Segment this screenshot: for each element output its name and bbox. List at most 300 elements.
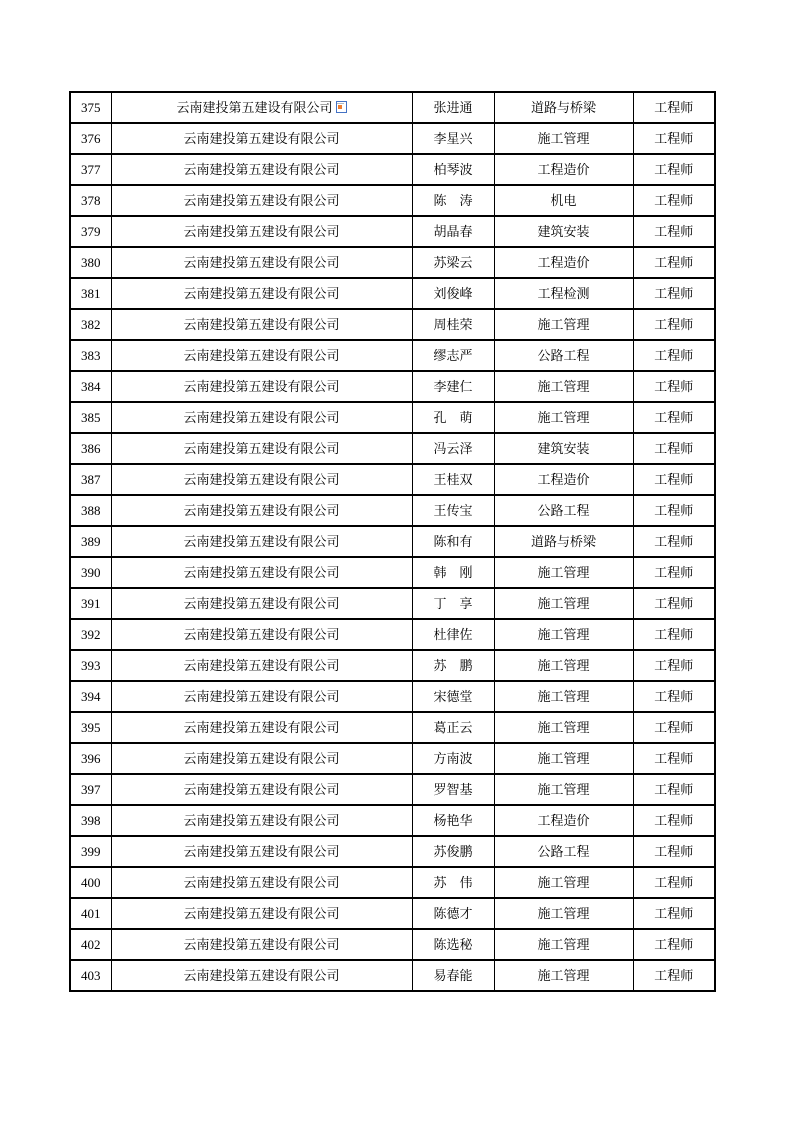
cell-specialty	[494, 309, 633, 340]
cell-no	[70, 464, 111, 495]
cell-company	[111, 557, 412, 588]
title-text: 工程师	[654, 875, 694, 890]
cell-title	[633, 526, 715, 557]
cell-title	[633, 402, 715, 433]
name-text: 孔 萌	[433, 410, 473, 425]
specialty-text: 公路工程	[537, 348, 590, 363]
name-text: 葛正云	[433, 720, 473, 735]
cell-name	[412, 836, 494, 867]
cell-name	[412, 464, 494, 495]
cell-title	[633, 185, 715, 216]
cell-name	[412, 340, 494, 371]
company-text: 云南建投第五建设有限公司	[183, 503, 340, 518]
cell-company	[111, 588, 412, 619]
table-row	[70, 216, 715, 247]
table-row	[70, 681, 715, 712]
cell-specialty	[494, 185, 633, 216]
name-text: 陈和有	[433, 534, 473, 549]
company-text: 云南建投第五建设有限公司	[183, 193, 340, 208]
title-text: 工程师	[654, 379, 694, 394]
cell-specialty	[494, 340, 633, 371]
cell-specialty	[494, 867, 633, 898]
company-text: 云南建投第五建设有限公司	[183, 751, 340, 766]
cell-specialty	[494, 92, 633, 123]
no-text: 387	[81, 472, 101, 487]
cell-no	[70, 154, 111, 185]
cell-no	[70, 805, 111, 836]
cell-company	[111, 495, 412, 526]
table-row	[70, 867, 715, 898]
name-text: 胡晶春	[433, 224, 473, 239]
specialty-text: 施工管理	[537, 720, 590, 735]
table-row	[70, 340, 715, 371]
title-text: 工程师	[654, 255, 694, 270]
no-text: 379	[81, 224, 101, 239]
title-text: 工程师	[654, 844, 694, 859]
cell-title	[633, 278, 715, 309]
no-text: 382	[81, 317, 101, 332]
cell-no	[70, 309, 111, 340]
name-text: 陈 涛	[433, 193, 473, 208]
company-text: 云南建投第五建设有限公司	[183, 627, 340, 642]
table-row	[70, 433, 715, 464]
company-text: 云南建投第五建设有限公司	[183, 596, 340, 611]
cell-no	[70, 278, 111, 309]
cell-title	[633, 588, 715, 619]
company-text: 云南建投第五建设有限公司	[183, 937, 340, 952]
company-text: 云南建投第五建设有限公司	[183, 782, 340, 797]
cell-company	[111, 309, 412, 340]
company-text: 云南建投第五建设有限公司	[183, 968, 340, 983]
cell-company	[111, 526, 412, 557]
company-text: 云南建投第五建设有限公司	[183, 720, 340, 735]
cell-specialty	[494, 929, 633, 960]
table-row	[70, 774, 715, 805]
name-text: 丁 享	[433, 596, 473, 611]
name-text: 王传宝	[433, 503, 473, 518]
title-text: 工程师	[654, 193, 694, 208]
name-text: 冯云泽	[433, 441, 473, 456]
cell-company	[111, 681, 412, 712]
table-row	[70, 247, 715, 278]
cell-specialty	[494, 805, 633, 836]
title-text: 工程师	[654, 441, 694, 456]
cell-title	[633, 495, 715, 526]
cell-company	[111, 743, 412, 774]
name-text: 杨艳华	[433, 813, 473, 828]
cell-no	[70, 371, 111, 402]
title-text: 工程师	[654, 565, 694, 580]
title-text: 工程师	[654, 968, 694, 983]
cell-company	[111, 464, 412, 495]
cell-name	[412, 619, 494, 650]
cell-title	[633, 123, 715, 154]
title-text: 工程师	[654, 937, 694, 952]
company-text: 云南建投第五建设有限公司	[183, 162, 340, 177]
cell-name	[412, 309, 494, 340]
name-text: 张进通	[433, 100, 473, 115]
title-text: 工程师	[654, 503, 694, 518]
name-text: 刘俊峰	[433, 286, 473, 301]
cell-company	[111, 371, 412, 402]
no-text: 403	[81, 968, 101, 983]
specialty-text: 施工管理	[537, 782, 590, 797]
title-text: 工程师	[654, 348, 694, 363]
cell-no	[70, 92, 111, 123]
specialty-text: 施工管理	[537, 689, 590, 704]
table-row	[70, 650, 715, 681]
no-text: 397	[81, 782, 101, 797]
cell-title	[633, 650, 715, 681]
cell-no	[70, 650, 111, 681]
no-text: 381	[81, 286, 101, 301]
no-text: 398	[81, 813, 101, 828]
cell-title	[633, 557, 715, 588]
cell-no	[70, 247, 111, 278]
no-text: 395	[81, 720, 101, 735]
specialty-text: 工程造价	[537, 255, 590, 270]
title-text: 工程师	[654, 751, 694, 766]
table-row	[70, 185, 715, 216]
specialty-text: 施工管理	[537, 658, 590, 673]
table-row	[70, 805, 715, 836]
no-text: 396	[81, 751, 101, 766]
cell-specialty	[494, 619, 633, 650]
no-text: 392	[81, 627, 101, 642]
cell-no	[70, 681, 111, 712]
cell-name	[412, 526, 494, 557]
name-text: 王桂双	[433, 472, 473, 487]
cell-name	[412, 898, 494, 929]
company-text: 云南建投第五建设有限公司	[176, 100, 333, 115]
cell-company	[111, 92, 412, 123]
cell-name	[412, 495, 494, 526]
company-text: 云南建投第五建设有限公司	[183, 317, 340, 332]
specialty-text: 建筑安装	[537, 441, 590, 456]
specialty-text: 施工管理	[537, 968, 590, 983]
roster-table-body	[70, 92, 715, 991]
cell-specialty	[494, 278, 633, 309]
no-text: 375	[81, 100, 101, 115]
cell-specialty	[494, 216, 633, 247]
title-text: 工程师	[654, 782, 694, 797]
table-row	[70, 898, 715, 929]
no-text: 401	[81, 906, 101, 921]
cell-specialty	[494, 898, 633, 929]
no-text: 389	[81, 534, 101, 549]
cell-name	[412, 867, 494, 898]
cell-no	[70, 185, 111, 216]
specialty-text: 施工管理	[537, 751, 590, 766]
cell-name	[412, 278, 494, 309]
cell-company	[111, 433, 412, 464]
cell-specialty	[494, 681, 633, 712]
cell-name	[412, 433, 494, 464]
specialty-text: 公路工程	[537, 503, 590, 518]
title-text: 工程师	[654, 906, 694, 921]
no-text: 383	[81, 348, 101, 363]
cell-name	[412, 681, 494, 712]
cell-title	[633, 774, 715, 805]
company-text: 云南建投第五建设有限公司	[183, 348, 340, 363]
title-text: 工程师	[654, 534, 694, 549]
cell-company	[111, 774, 412, 805]
cell-company	[111, 216, 412, 247]
cell-specialty	[494, 960, 633, 991]
cell-specialty	[494, 526, 633, 557]
name-text: 李建仁	[433, 379, 473, 394]
table-row	[70, 495, 715, 526]
cell-title	[633, 960, 715, 991]
cell-title	[633, 340, 715, 371]
no-text: 402	[81, 937, 101, 952]
name-text: 苏俊鹏	[433, 844, 473, 859]
specialty-text: 施工管理	[537, 317, 590, 332]
specialty-text: 施工管理	[537, 410, 590, 425]
cell-name	[412, 185, 494, 216]
title-text: 工程师	[654, 100, 694, 115]
title-text: 工程师	[654, 224, 694, 239]
table-row	[70, 123, 715, 154]
cell-company	[111, 278, 412, 309]
specialty-text: 道路与桥梁	[530, 100, 596, 115]
cell-no	[70, 712, 111, 743]
cell-title	[633, 464, 715, 495]
no-text: 399	[81, 844, 101, 859]
specialty-text: 公路工程	[537, 844, 590, 859]
cell-specialty	[494, 123, 633, 154]
table-row	[70, 557, 715, 588]
title-text: 工程师	[654, 720, 694, 735]
cell-title	[633, 898, 715, 929]
cell-specialty	[494, 402, 633, 433]
cell-name	[412, 588, 494, 619]
cell-specialty	[494, 712, 633, 743]
cell-title	[633, 681, 715, 712]
title-text: 工程师	[654, 813, 694, 828]
title-text: 工程师	[654, 286, 694, 301]
company-text: 云南建投第五建设有限公司	[183, 906, 340, 921]
specialty-text: 工程造价	[537, 162, 590, 177]
title-text: 工程师	[654, 131, 694, 146]
specialty-text: 工程造价	[537, 813, 590, 828]
cell-specialty	[494, 154, 633, 185]
no-text: 390	[81, 565, 101, 580]
no-text: 386	[81, 441, 101, 456]
company-text: 云南建投第五建设有限公司	[183, 658, 340, 673]
cell-specialty	[494, 247, 633, 278]
table-row	[70, 464, 715, 495]
table-row	[70, 309, 715, 340]
no-text: 380	[81, 255, 101, 270]
cell-no	[70, 898, 111, 929]
table-row	[70, 371, 715, 402]
name-text: 陈德才	[433, 906, 473, 921]
title-text: 工程师	[654, 472, 694, 487]
cell-no	[70, 216, 111, 247]
cell-title	[633, 619, 715, 650]
cell-name	[412, 92, 494, 123]
specialty-text: 施工管理	[537, 379, 590, 394]
no-text: 388	[81, 503, 101, 518]
cell-no	[70, 619, 111, 650]
company-text: 云南建投第五建设有限公司	[183, 472, 340, 487]
cell-company	[111, 123, 412, 154]
cell-name	[412, 712, 494, 743]
cell-company	[111, 154, 412, 185]
cell-specialty	[494, 464, 633, 495]
table-row	[70, 402, 715, 433]
cell-no	[70, 557, 111, 588]
cell-company	[111, 929, 412, 960]
company-text: 云南建投第五建设有限公司	[183, 379, 340, 394]
name-text: 苏梁云	[433, 255, 473, 270]
no-text: 394	[81, 689, 101, 704]
table-row	[70, 619, 715, 650]
title-text: 工程师	[654, 627, 694, 642]
specialty-text: 施工管理	[537, 131, 590, 146]
cell-name	[412, 960, 494, 991]
table-row	[70, 712, 715, 743]
cell-company	[111, 650, 412, 681]
cell-specialty	[494, 433, 633, 464]
table-row	[70, 929, 715, 960]
embedded-object-icon	[336, 101, 347, 113]
title-text: 工程师	[654, 596, 694, 611]
cell-name	[412, 774, 494, 805]
name-text: 苏 鹏	[433, 658, 473, 673]
cell-title	[633, 805, 715, 836]
company-text: 云南建投第五建设有限公司	[183, 875, 340, 890]
personnel-roster-table	[69, 91, 716, 992]
name-text: 周桂荣	[433, 317, 473, 332]
cell-no	[70, 774, 111, 805]
cell-company	[111, 805, 412, 836]
cell-name	[412, 557, 494, 588]
title-text: 工程师	[654, 410, 694, 425]
company-text: 云南建投第五建设有限公司	[183, 813, 340, 828]
specialty-text: 机电	[550, 193, 577, 208]
no-text: 385	[81, 410, 101, 425]
table-row	[70, 526, 715, 557]
cell-no	[70, 340, 111, 371]
cell-title	[633, 309, 715, 340]
table-row	[70, 743, 715, 774]
cell-title	[633, 929, 715, 960]
name-text: 易春能	[433, 968, 473, 983]
cell-name	[412, 123, 494, 154]
cell-title	[633, 867, 715, 898]
cell-company	[111, 867, 412, 898]
specialty-text: 施工管理	[537, 627, 590, 642]
name-text: 宋德堂	[433, 689, 473, 704]
cell-name	[412, 216, 494, 247]
cell-name	[412, 371, 494, 402]
name-text: 陈选秘	[433, 937, 473, 952]
cell-title	[633, 836, 715, 867]
cell-no	[70, 526, 111, 557]
cell-no	[70, 960, 111, 991]
company-text: 云南建投第五建设有限公司	[183, 844, 340, 859]
cell-no	[70, 743, 111, 774]
specialty-text: 道路与桥梁	[530, 534, 596, 549]
table-row	[70, 960, 715, 991]
no-text: 377	[81, 162, 101, 177]
cell-specialty	[494, 588, 633, 619]
company-text: 云南建投第五建设有限公司	[183, 410, 340, 425]
cell-specialty	[494, 495, 633, 526]
name-text: 缪志严	[433, 348, 473, 363]
cell-title	[633, 216, 715, 247]
specialty-text: 施工管理	[537, 596, 590, 611]
cell-no	[70, 867, 111, 898]
company-text: 云南建投第五建设有限公司	[183, 224, 340, 239]
specialty-text: 施工管理	[537, 565, 590, 580]
company-text: 云南建投第五建设有限公司	[183, 286, 340, 301]
no-text: 393	[81, 658, 101, 673]
cell-company	[111, 402, 412, 433]
cell-company	[111, 836, 412, 867]
cell-company	[111, 185, 412, 216]
cell-no	[70, 588, 111, 619]
table-row	[70, 92, 715, 123]
cell-no	[70, 123, 111, 154]
no-text: 376	[81, 131, 101, 146]
name-text: 韩 刚	[433, 565, 473, 580]
company-text: 云南建投第五建设有限公司	[183, 689, 340, 704]
no-text: 400	[81, 875, 101, 890]
cell-specialty	[494, 743, 633, 774]
cell-company	[111, 960, 412, 991]
cell-title	[633, 247, 715, 278]
title-text: 工程师	[654, 658, 694, 673]
cell-name	[412, 247, 494, 278]
name-text: 柏琴波	[433, 162, 473, 177]
cell-name	[412, 805, 494, 836]
cell-no	[70, 433, 111, 464]
cell-company	[111, 712, 412, 743]
cell-title	[633, 712, 715, 743]
cell-no	[70, 495, 111, 526]
company-text: 云南建投第五建设有限公司	[183, 131, 340, 146]
title-text: 工程师	[654, 317, 694, 332]
title-text: 工程师	[654, 689, 694, 704]
name-text: 方南波	[433, 751, 473, 766]
specialty-text: 施工管理	[537, 937, 590, 952]
cell-specialty	[494, 774, 633, 805]
company-text: 云南建投第五建设有限公司	[183, 534, 340, 549]
cell-specialty	[494, 557, 633, 588]
name-text: 杜律佐	[433, 627, 473, 642]
cell-title	[633, 154, 715, 185]
name-text: 罗智基	[433, 782, 473, 797]
cell-title	[633, 371, 715, 402]
cell-no	[70, 402, 111, 433]
cell-title	[633, 92, 715, 123]
cell-name	[412, 650, 494, 681]
cell-specialty	[494, 836, 633, 867]
no-text: 384	[81, 379, 101, 394]
cell-company	[111, 247, 412, 278]
specialty-text: 施工管理	[537, 875, 590, 890]
no-text: 378	[81, 193, 101, 208]
company-text: 云南建投第五建设有限公司	[183, 441, 340, 456]
cell-company	[111, 340, 412, 371]
company-text: 云南建投第五建设有限公司	[183, 565, 340, 580]
cell-specialty	[494, 371, 633, 402]
table-row	[70, 154, 715, 185]
cell-company	[111, 898, 412, 929]
